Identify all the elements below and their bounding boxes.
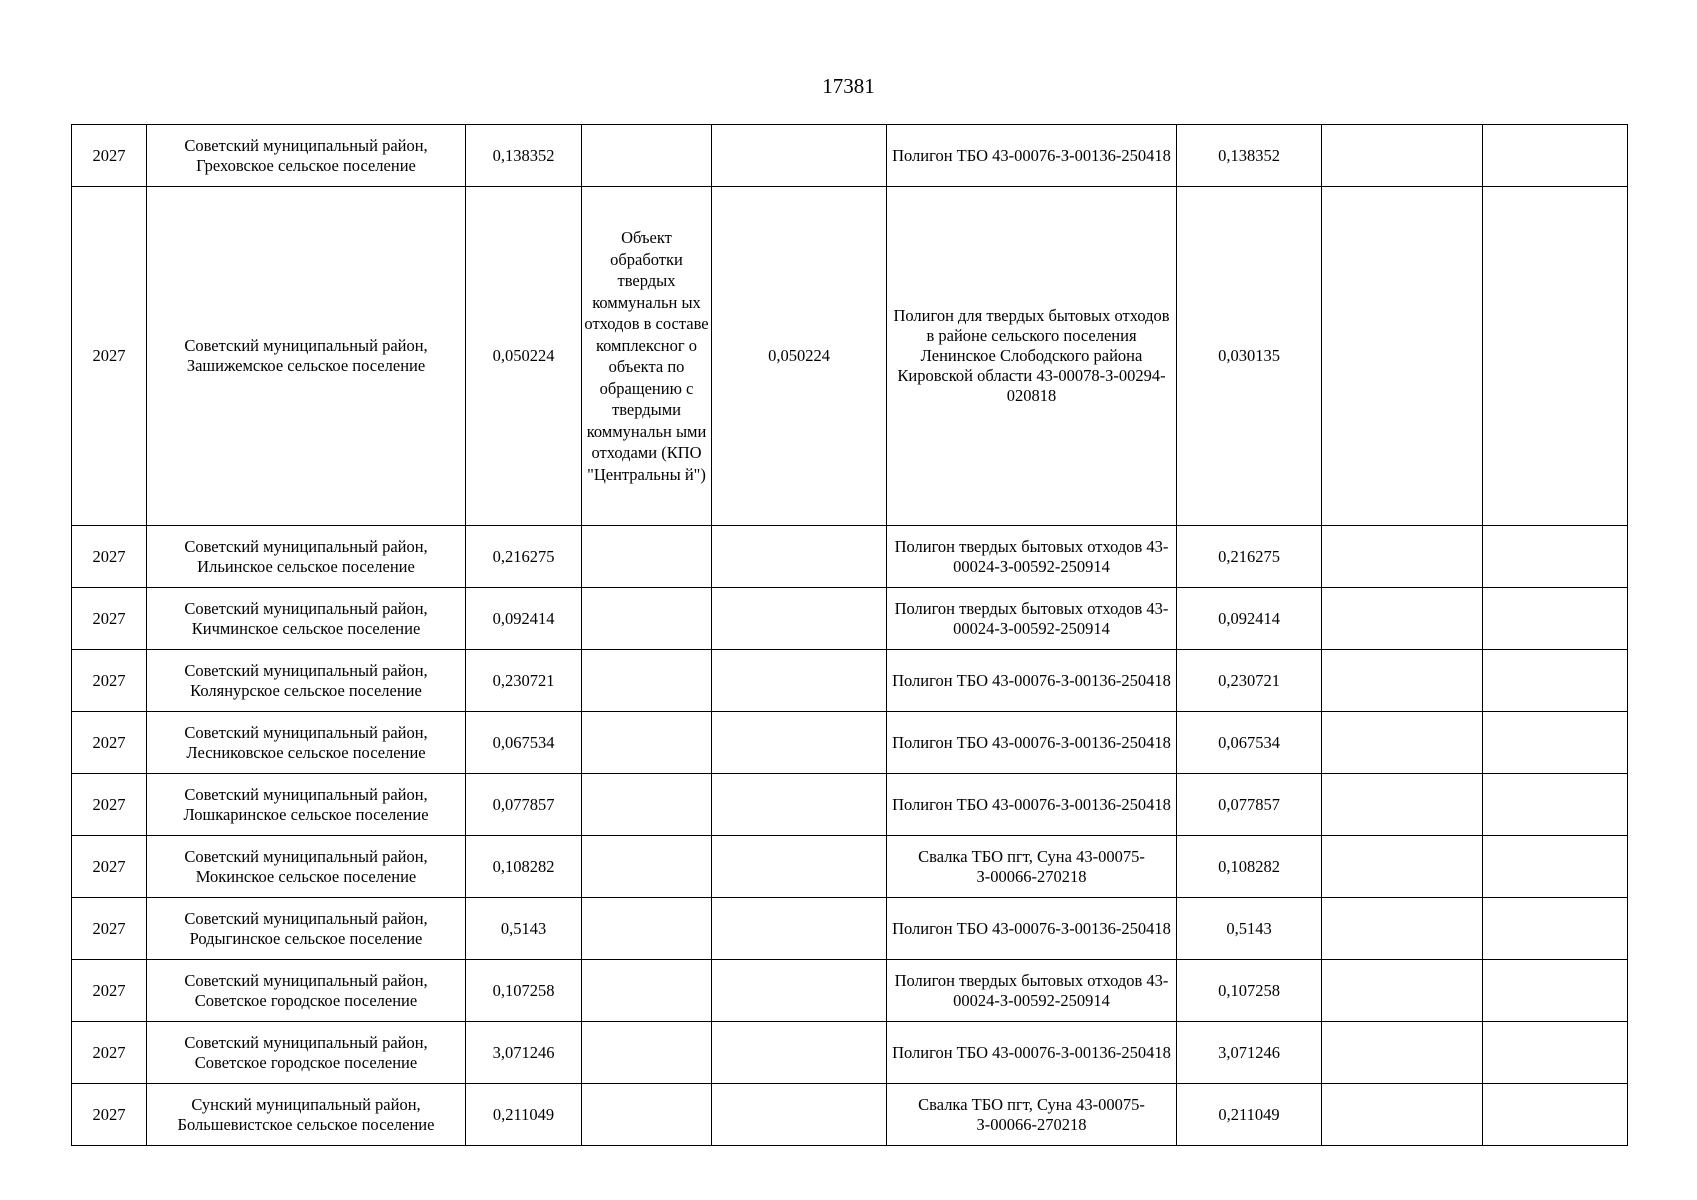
mass-cell: 0,5143 <box>466 898 582 960</box>
processing-facility-cell <box>582 712 712 774</box>
disposal-facility-cell: Полигон ТБО 43-00076-З-00136-250418 <box>887 898 1177 960</box>
year-cell: 2027 <box>72 836 147 898</box>
empty-cell <box>1483 774 1628 836</box>
processing-mass-cell <box>712 1022 887 1084</box>
table-row <box>72 588 1628 650</box>
processing-facility-cell <box>582 1022 712 1084</box>
empty-cell <box>1322 650 1483 712</box>
disposal-facility-cell: Полигон для твердых бытовых отходов в районе сельского поселения Ленинское Слободского района Кировской области 43-00078-З-00294-020818 <box>887 187 1177 526</box>
processing-facility-cell <box>582 588 712 650</box>
disposal-mass-cell: 3,071246 <box>1177 1022 1322 1084</box>
territory-cell: Советский муниципальный район, Лесниковское сельское поселение <box>147 712 466 774</box>
table-row <box>72 187 1628 526</box>
processing-mass-cell: 0,050224 <box>712 187 887 526</box>
processing-mass-cell <box>712 898 887 960</box>
table-row <box>72 774 1628 836</box>
empty-cell <box>1483 187 1628 526</box>
mass-cell: 0,216275 <box>466 526 582 588</box>
year-cell: 2027 <box>72 1022 147 1084</box>
year-cell: 2027 <box>72 187 147 526</box>
empty-cell <box>1322 588 1483 650</box>
mass-cell: 0,211049 <box>466 1084 582 1146</box>
territory-cell: Советский муниципальный район, Советское городское поселение <box>147 960 466 1022</box>
table-row <box>72 526 1628 588</box>
mass-cell: 0,077857 <box>466 774 582 836</box>
year-cell: 2027 <box>72 650 147 712</box>
territory-cell: Советский муниципальный район, Греховское сельское поселение <box>147 125 466 187</box>
territory-cell: Сунский муниципальный район, Большевистское сельское поселение <box>147 1084 466 1146</box>
processing-mass-cell <box>712 526 887 588</box>
year-cell: 2027 <box>72 712 147 774</box>
table-row <box>72 712 1628 774</box>
disposal-facility-cell: Свалка ТБО пгт, Суна 43-00075-З-00066-270218 <box>887 836 1177 898</box>
processing-facility-cell <box>582 1084 712 1146</box>
processing-facility-cell <box>582 774 712 836</box>
territory-cell: Советский муниципальный район, Колянурское сельское поселение <box>147 650 466 712</box>
empty-cell <box>1483 125 1628 187</box>
disposal-mass-cell: 0,230721 <box>1177 650 1322 712</box>
mass-cell: 0,107258 <box>466 960 582 1022</box>
empty-cell <box>1483 526 1628 588</box>
empty-cell <box>1322 774 1483 836</box>
territory-cell: Советский муниципальный район, Ильинское сельское поселение <box>147 526 466 588</box>
mass-cell: 3,071246 <box>466 1022 582 1084</box>
empty-cell <box>1483 836 1628 898</box>
mass-cell: 0,230721 <box>466 650 582 712</box>
mass-cell: 0,092414 <box>466 588 582 650</box>
processing-mass-cell <box>712 125 887 187</box>
territory-cell: Советский муниципальный район, Советское городское поселение <box>147 1022 466 1084</box>
disposal-mass-cell: 0,067534 <box>1177 712 1322 774</box>
disposal-facility-cell: Свалка ТБО пгт, Суна 43-00075-З-00066-270218 <box>887 1084 1177 1146</box>
disposal-mass-cell: 0,107258 <box>1177 960 1322 1022</box>
table-row <box>72 1022 1628 1084</box>
empty-cell <box>1483 960 1628 1022</box>
processing-mass-cell <box>712 712 887 774</box>
year-cell: 2027 <box>72 898 147 960</box>
territory-cell: Советский муниципальный район, Лошкаринское сельское поселение <box>147 774 466 836</box>
empty-cell <box>1483 712 1628 774</box>
empty-cell <box>1483 1084 1628 1146</box>
mass-cell: 0,067534 <box>466 712 582 774</box>
mass-cell: 0,050224 <box>466 187 582 526</box>
processing-facility-cell <box>582 125 712 187</box>
processing-facility-cell <box>582 836 712 898</box>
processing-mass-cell <box>712 650 887 712</box>
territory-cell: Советский муниципальный район, Кичминское сельское поселение <box>147 588 466 650</box>
disposal-facility-cell: Полигон ТБО 43-00076-З-00136-250418 <box>887 650 1177 712</box>
waste-flow-table <box>71 124 1628 1146</box>
year-cell: 2027 <box>72 588 147 650</box>
processing-facility-cell <box>582 898 712 960</box>
table-row <box>72 125 1628 187</box>
empty-cell <box>1322 125 1483 187</box>
year-cell: 2027 <box>72 1084 147 1146</box>
processing-facility-cell <box>582 650 712 712</box>
processing-mass-cell <box>712 774 887 836</box>
table-row <box>72 1084 1628 1146</box>
year-cell: 2027 <box>72 526 147 588</box>
disposal-mass-cell: 0,077857 <box>1177 774 1322 836</box>
processing-facility-cell <box>582 960 712 1022</box>
disposal-facility-cell: Полигон ТБО 43-00076-З-00136-250418 <box>887 712 1177 774</box>
disposal-mass-cell: 0,5143 <box>1177 898 1322 960</box>
empty-cell <box>1322 898 1483 960</box>
territory-cell: Советский муниципальный район, Родыгинское сельское поселение <box>147 898 466 960</box>
year-cell: 2027 <box>72 960 147 1022</box>
disposal-mass-cell: 0,108282 <box>1177 836 1322 898</box>
disposal-mass-cell: 0,030135 <box>1177 187 1322 526</box>
empty-cell <box>1483 588 1628 650</box>
table-row <box>72 898 1628 960</box>
empty-cell <box>1483 1022 1628 1084</box>
processing-mass-cell <box>712 588 887 650</box>
disposal-facility-cell: Полигон ТБО 43-00076-З-00136-250418 <box>887 1022 1177 1084</box>
disposal-facility-cell: Полигон твердых бытовых отходов 43-00024-З-00592-250914 <box>887 588 1177 650</box>
table-row <box>72 650 1628 712</box>
territory-cell: Советский муниципальный район, Мокинское сельское поселение <box>147 836 466 898</box>
empty-cell <box>1322 1022 1483 1084</box>
empty-cell <box>1322 187 1483 526</box>
mass-cell: 0,138352 <box>466 125 582 187</box>
processing-facility-cell: Объект обработки твердых коммунальн ых отходов в составе комплексног о объекта по обращению с твердыми коммунальн ыми отходами (КПО "Центральны й") <box>582 187 712 526</box>
processing-facility-cell <box>582 526 712 588</box>
disposal-facility-cell: Полигон твердых бытовых отходов 43-00024-З-00592-250914 <box>887 960 1177 1022</box>
empty-cell <box>1483 898 1628 960</box>
empty-cell <box>1322 526 1483 588</box>
empty-cell <box>1322 960 1483 1022</box>
empty-cell <box>1322 1084 1483 1146</box>
year-cell: 2027 <box>72 774 147 836</box>
disposal-mass-cell: 0,211049 <box>1177 1084 1322 1146</box>
mass-cell: 0,108282 <box>466 836 582 898</box>
disposal-facility-cell: Полигон ТБО 43-00076-З-00136-250418 <box>887 774 1177 836</box>
page-number: 17381 <box>822 74 875 98</box>
table-row <box>72 960 1628 1022</box>
processing-mass-cell <box>712 960 887 1022</box>
processing-mass-cell <box>712 1084 887 1146</box>
disposal-facility-cell: Полигон твердых бытовых отходов 43-00024-З-00592-250914 <box>887 526 1177 588</box>
year-cell: 2027 <box>72 125 147 187</box>
disposal-facility-cell: Полигон ТБО 43-00076-З-00136-250418 <box>887 125 1177 187</box>
table-row <box>72 836 1628 898</box>
empty-cell <box>1322 836 1483 898</box>
empty-cell <box>1322 712 1483 774</box>
disposal-mass-cell: 0,092414 <box>1177 588 1322 650</box>
empty-cell <box>1483 650 1628 712</box>
disposal-mass-cell: 0,216275 <box>1177 526 1322 588</box>
processing-mass-cell <box>712 836 887 898</box>
territory-cell: Советский муниципальный район, Зашижемское сельское поселение <box>147 187 466 526</box>
disposal-mass-cell: 0,138352 <box>1177 125 1322 187</box>
